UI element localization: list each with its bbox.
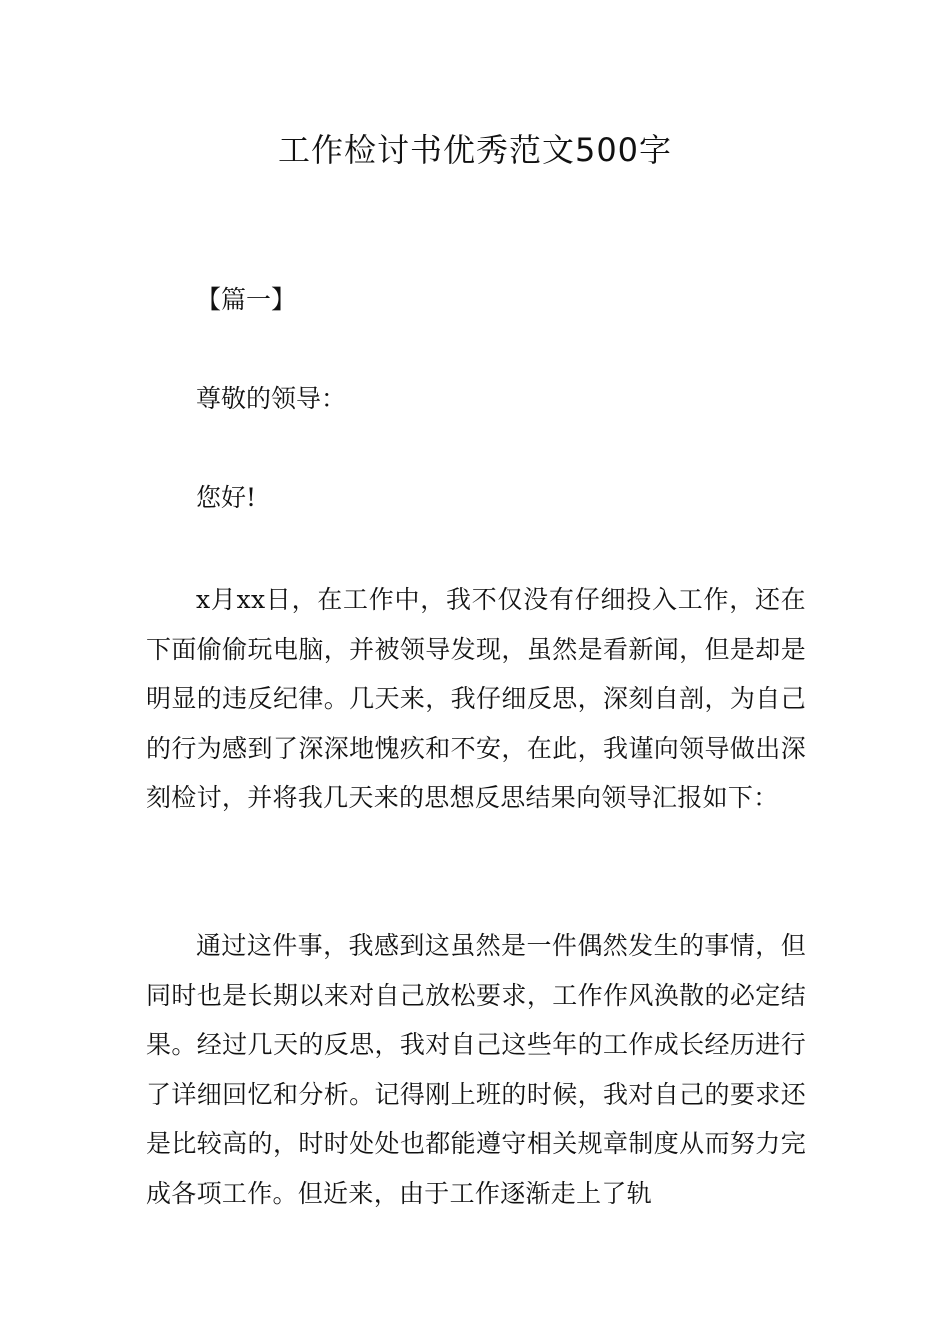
salutation: 尊敬的领导： bbox=[196, 384, 347, 413]
document-title: 工作检讨书优秀范文500字 bbox=[277, 131, 673, 169]
paragraph-2: 通过这件事，我感到这虽然是一件偶然发生的事情，但同时也是长期以来对自己放松要求，工作作风涣散的必定结果。经过几天的反思，我对自己这些年的工作成长经历进行了详细回忆和分析。记得刚上班的时候，我对自己的要求还是比较高的，时时处处也都能遵守相关规章制度从而努力完成各项工作。但近来，由于工作逐渐走上了轨 bbox=[146, 931, 806, 1208]
greeting: 您好! bbox=[196, 483, 257, 512]
section-label: 【篇一】 bbox=[196, 285, 297, 314]
paragraph-1: x月xx日，在工作中，我不仅没有仔细投入工作，还在下面偷偷玩电脑，并被领导发现，虽然是看新闻，但是却是明显的违反纪律。几天来，我仔细反思，深刻自剖，为自己的行为感到了深深地愧疚和不安，在此，我谨向领导做出深刻检讨，并将我几天来的思想反思结果向领导汇报如下： bbox=[146, 585, 806, 812]
